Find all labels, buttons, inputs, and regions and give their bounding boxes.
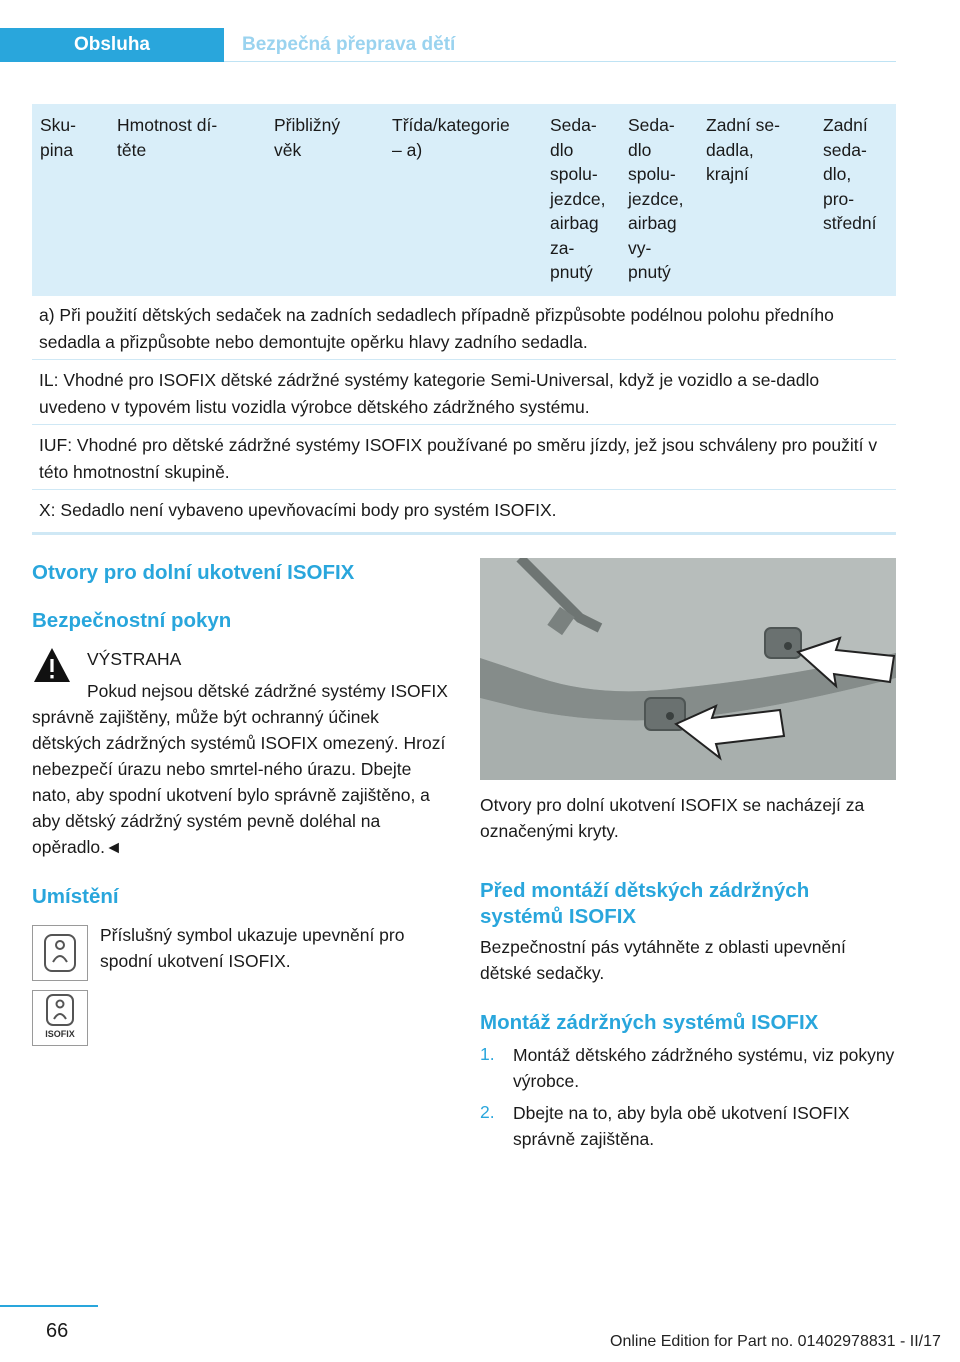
safety-title: Bezpečnostní pokyn xyxy=(32,609,232,632)
col-weight: Hmotnost dí- těte xyxy=(117,115,218,160)
footer-rule xyxy=(0,1305,98,1307)
isofix-table-header xyxy=(32,104,896,296)
subsection-title[interactable]: Bezpečná přeprava dětí xyxy=(242,34,456,55)
table-divider xyxy=(32,359,896,360)
col-passenger-airbag-on: Seda- dlo spolu- jezdce, airbag za- pnutý xyxy=(550,115,606,282)
edition-info: Online Edition for Part no. 01402978831 - II/17 xyxy=(610,1333,941,1350)
col-group: Sku- pina xyxy=(40,115,76,160)
step-text: Montáž dětského zádržného systému, viz pokyny výrobce. xyxy=(513,1045,895,1091)
isofix-anchor-photo xyxy=(480,558,896,780)
warning-text: Pokud nejsou dětské zádržné systémy ISOFIX správně zajištěny, může být ochranný účinek dětských zádržných systémů ISOFIX omezený. Hrozí nebezpečí úrazu nebo smrtel-ného úrazu. Dbejte nato, aby spodní ukotvení bylo správně zajištěno, a aby dětský zádržný systém pevně doléhal na opěradlo.◄ xyxy=(32,681,448,857)
table-note: IL: Vhodné pro ISOFIX dětské zádržné systémy kategorie Semi-Universal, když je vozidlo a se-dadlo uvedeno v typovém listu vozidla výrobce dětského zádržného systému. xyxy=(39,370,820,417)
child-seat-icon xyxy=(33,926,87,980)
section-tab[interactable]: Obsluha xyxy=(0,28,224,62)
col-passenger-airbag-off: Seda- dlo spolu- jezdce, airbag vy- pnutý xyxy=(628,115,684,282)
col-age: Přibližný věk xyxy=(274,115,341,160)
step-number: 1. xyxy=(480,1044,495,1064)
page-number: 66 xyxy=(46,1320,69,1342)
step-text: Dbejte na to, aby byla obě ukotvení ISOFIX správně zajištěna. xyxy=(513,1103,850,1149)
table-note: a) Při použití dětských sedaček na zadních sedadlech případně přizpůsobte podélnou polohu předního sedadla a přizpůsobte nebo demontujte opěrku hlavy zadního sedadla. xyxy=(39,305,834,352)
table-divider xyxy=(32,489,896,490)
col-rear-outer: Zadní se- dadla, krajní xyxy=(706,115,780,184)
placement-title: Umístění xyxy=(32,885,119,908)
mount-title: Montáž zádržných systémů ISOFIX xyxy=(480,1011,819,1034)
header-divider xyxy=(224,61,896,62)
before-mount-text: Bezpečnostní pás vytáhněte z oblasti upevnění dětské sedačky. xyxy=(480,937,846,983)
col-class: Třída/kategorie – a) xyxy=(392,115,510,160)
before-mount-title: Před montáží dětských zádržných systémů ISOFIX xyxy=(480,879,810,928)
step-number: 2. xyxy=(480,1102,495,1122)
isofix-symbol-labelled xyxy=(32,990,88,1046)
section-title: Otvory pro dolní ukotvení ISOFIX xyxy=(32,561,355,584)
table-bottom-rule xyxy=(32,532,896,535)
col-rear-center: Zadní seda- dlo, pro- střední xyxy=(823,115,877,233)
warning-label: VÝSTRAHA xyxy=(87,649,182,669)
page-header xyxy=(0,28,896,62)
table-note: X: Sedadlo není vybaveno upevňovacími body pro systém ISOFIX. xyxy=(39,500,557,520)
isofix-symbol-label: ISOFIX xyxy=(45,1029,75,1039)
placement-text: Příslušný symbol ukazuje upevnění pro spodní ukotvení ISOFIX. xyxy=(100,925,405,971)
child-seat-icon xyxy=(33,991,87,1031)
table-divider xyxy=(32,424,896,425)
isofix-seat-symbol xyxy=(32,925,88,981)
photo-caption: Otvory pro dolní ukotvení ISOFIX se nacházejí za označenými kryty. xyxy=(480,795,865,841)
table-note: IUF: Vhodné pro dětské zádržné systémy ISOFIX používané po směru jízdy, jež jsou schváleny pro použití v této hmotnostní skupině. xyxy=(39,435,878,482)
